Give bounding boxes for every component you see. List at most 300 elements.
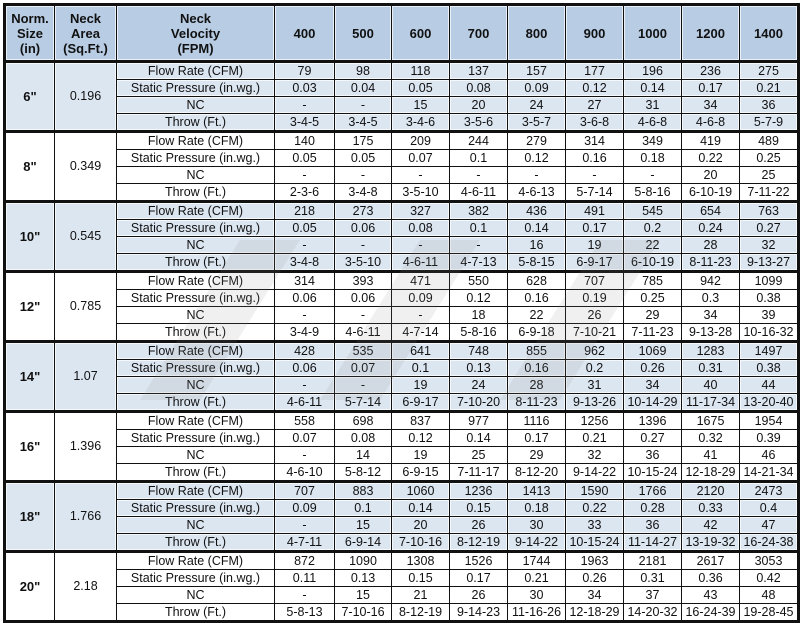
header-velocity: Neck Velocity (FPM) <box>117 5 275 62</box>
size-cell: 12" <box>5 272 55 342</box>
value-cell: 1116 <box>508 412 566 430</box>
value-cell: 1590 <box>566 482 624 500</box>
value-cell: 26 <box>450 587 508 604</box>
table-row-throw <box>5 394 799 412</box>
row-label: Flow Rate (CFM) <box>117 482 275 500</box>
value-cell: 7-11-23 <box>624 324 682 342</box>
value-cell: 977 <box>450 412 508 430</box>
value-cell: 5-7-9 <box>740 114 799 132</box>
value-cell: 32 <box>566 447 624 464</box>
value-cell: 4-7-13 <box>450 254 508 272</box>
value-cell: 707 <box>566 272 624 290</box>
value-cell: 3-4-8 <box>275 254 335 272</box>
value-cell: 24 <box>450 377 508 394</box>
row-label: Static Pressure (in.wg.) <box>117 220 275 237</box>
row-label: NC <box>117 307 275 324</box>
value-cell: 29 <box>508 447 566 464</box>
value-cell: - <box>450 167 508 184</box>
value-cell: 0.38 <box>740 290 799 307</box>
value-cell: 545 <box>624 202 682 220</box>
value-cell: 7-10-20 <box>450 394 508 412</box>
value-cell: 47 <box>740 517 799 534</box>
value-cell: 36 <box>624 517 682 534</box>
value-cell: - <box>275 377 335 394</box>
row-label: Throw (Ft.) <box>117 534 275 552</box>
value-cell: 44 <box>740 377 799 394</box>
table-row-static-pressure <box>5 570 799 587</box>
value-cell: 79 <box>275 62 335 80</box>
value-cell: 0.26 <box>624 360 682 377</box>
value-cell: 19 <box>392 447 450 464</box>
value-cell: 707 <box>275 482 335 500</box>
value-cell: 0.06 <box>275 290 335 307</box>
value-cell: 30 <box>508 587 566 604</box>
value-cell: 428 <box>275 342 335 360</box>
value-cell: 628 <box>508 272 566 290</box>
table-row-static-pressure <box>5 290 799 307</box>
value-cell: 40 <box>682 377 740 394</box>
row-label: Throw (Ft.) <box>117 184 275 202</box>
value-cell: 9-13-26 <box>566 394 624 412</box>
value-cell: 15 <box>335 587 392 604</box>
value-cell: 1256 <box>566 412 624 430</box>
value-cell: 1308 <box>392 552 450 570</box>
value-cell: 763 <box>740 202 799 220</box>
value-cell: 393 <box>335 272 392 290</box>
value-cell: 3-4-8 <box>335 184 392 202</box>
value-cell: 0.15 <box>392 570 450 587</box>
value-cell: 0.12 <box>566 80 624 97</box>
value-cell: 0.39 <box>740 430 799 447</box>
row-label: Throw (Ft.) <box>117 464 275 482</box>
value-cell: 10-15-24 <box>566 534 624 552</box>
table-row-throw <box>5 254 799 272</box>
value-cell: 4-6-11 <box>392 254 450 272</box>
row-label: NC <box>117 167 275 184</box>
value-cell: 5-8-16 <box>450 324 508 342</box>
value-cell: 0.1 <box>450 220 508 237</box>
value-cell: 4-7-14 <box>392 324 450 342</box>
value-cell: 19 <box>566 237 624 254</box>
value-cell: 7-10-16 <box>392 534 450 552</box>
value-cell: 0.09 <box>275 500 335 517</box>
value-cell: 3053 <box>740 552 799 570</box>
value-cell: 9-14-23 <box>450 604 508 622</box>
value-cell: 550 <box>450 272 508 290</box>
value-cell: 0.14 <box>392 500 450 517</box>
table-row-flow-rate <box>5 202 799 220</box>
value-cell: 244 <box>450 132 508 150</box>
value-cell: 8-11-23 <box>682 254 740 272</box>
value-cell: - <box>392 307 450 324</box>
size-cell: 10" <box>5 202 55 272</box>
table-row-static-pressure <box>5 500 799 517</box>
table-row-flow-rate <box>5 482 799 500</box>
table-row-throw <box>5 604 799 622</box>
value-cell: 6-9-18 <box>508 324 566 342</box>
table-row-nc <box>5 167 799 184</box>
value-cell: 209 <box>392 132 450 150</box>
value-cell: 4-6-10 <box>275 464 335 482</box>
value-cell: 0.05 <box>275 150 335 167</box>
header-area: Neck Area (Sq.Ft.) <box>55 5 117 62</box>
value-cell: 2120 <box>682 482 740 500</box>
value-cell: 0.22 <box>566 500 624 517</box>
value-cell: 34 <box>624 377 682 394</box>
area-cell: 1.396 <box>55 412 117 482</box>
value-cell: 9-13-27 <box>740 254 799 272</box>
value-cell: 419 <box>682 132 740 150</box>
value-cell: 31 <box>566 377 624 394</box>
value-cell: 349 <box>624 132 682 150</box>
value-cell: 9-13-28 <box>682 324 740 342</box>
value-cell: 1069 <box>624 342 682 360</box>
row-label: Flow Rate (CFM) <box>117 132 275 150</box>
value-cell: 0.13 <box>450 360 508 377</box>
value-cell: 962 <box>566 342 624 360</box>
value-cell: 0.36 <box>682 570 740 587</box>
value-cell: 46 <box>740 447 799 464</box>
value-cell: 7-11-17 <box>450 464 508 482</box>
value-cell: 34 <box>682 307 740 324</box>
value-cell: 48 <box>740 587 799 604</box>
value-cell: 25 <box>450 447 508 464</box>
value-cell: 14-20-32 <box>624 604 682 622</box>
value-cell: 10-16-32 <box>740 324 799 342</box>
row-label: Throw (Ft.) <box>117 254 275 272</box>
value-cell: 0.14 <box>508 220 566 237</box>
value-cell: 0.27 <box>740 220 799 237</box>
area-cell: 1.07 <box>55 342 117 412</box>
value-cell: 6-9-17 <box>566 254 624 272</box>
row-label: Flow Rate (CFM) <box>117 412 275 430</box>
size-cell: 8" <box>5 132 55 202</box>
value-cell: 15 <box>335 517 392 534</box>
area-cell: 0.349 <box>55 132 117 202</box>
value-cell: 20 <box>450 97 508 114</box>
table-row-static-pressure <box>5 220 799 237</box>
value-cell: 34 <box>566 587 624 604</box>
row-label: Flow Rate (CFM) <box>117 342 275 360</box>
value-cell: 13-20-40 <box>740 394 799 412</box>
value-cell: 28 <box>682 237 740 254</box>
size-cell: 6" <box>5 62 55 132</box>
value-cell: 5-8-12 <box>335 464 392 482</box>
value-cell: 0.07 <box>392 150 450 167</box>
value-cell: 0.33 <box>682 500 740 517</box>
value-cell: 0.21 <box>740 80 799 97</box>
value-cell: 26 <box>450 517 508 534</box>
table-row-flow-rate <box>5 552 799 570</box>
value-cell: - <box>450 237 508 254</box>
area-cell: 0.785 <box>55 272 117 342</box>
value-cell: 2617 <box>682 552 740 570</box>
value-cell: 8-12-19 <box>450 534 508 552</box>
value-cell: 11-14-27 <box>624 534 682 552</box>
value-cell: 196 <box>624 62 682 80</box>
value-cell: 5-8-16 <box>624 184 682 202</box>
value-cell: - <box>335 237 392 254</box>
value-cell: 30 <box>508 517 566 534</box>
row-label: Static Pressure (in.wg.) <box>117 360 275 377</box>
value-cell: 1413 <box>508 482 566 500</box>
size-block-12in <box>5 272 799 342</box>
value-cell: 7-11-22 <box>740 184 799 202</box>
value-cell: 24 <box>508 97 566 114</box>
value-cell: 15 <box>392 97 450 114</box>
value-cell: 837 <box>392 412 450 430</box>
value-cell: 327 <box>392 202 450 220</box>
value-cell: 872 <box>275 552 335 570</box>
value-cell: 4-6-11 <box>450 184 508 202</box>
value-cell: 3-5-10 <box>335 254 392 272</box>
value-cell: 0.07 <box>335 360 392 377</box>
performance-table <box>3 3 800 623</box>
table-row-flow-rate <box>5 62 799 80</box>
value-cell: 0.2 <box>624 220 682 237</box>
value-cell: 14-21-34 <box>740 464 799 482</box>
value-cell: 698 <box>335 412 392 430</box>
value-cell: 0.17 <box>450 570 508 587</box>
value-cell: 0.42 <box>740 570 799 587</box>
value-cell: 1766 <box>624 482 682 500</box>
value-cell: 8-12-19 <box>392 604 450 622</box>
header-row <box>5 5 799 62</box>
value-cell: 0.05 <box>335 150 392 167</box>
value-cell: 0.32 <box>682 430 740 447</box>
value-cell: 748 <box>450 342 508 360</box>
value-cell: 314 <box>275 272 335 290</box>
value-cell: - <box>275 517 335 534</box>
value-cell: 382 <box>450 202 508 220</box>
value-cell: 1090 <box>335 552 392 570</box>
value-cell: 10-14-29 <box>624 394 682 412</box>
value-cell: - <box>335 97 392 114</box>
value-cell: 9-14-22 <box>566 464 624 482</box>
value-cell: 9-14-22 <box>508 534 566 552</box>
value-cell: 0.25 <box>624 290 682 307</box>
value-cell: 39 <box>740 307 799 324</box>
value-cell: 16 <box>508 237 566 254</box>
value-cell: - <box>275 97 335 114</box>
value-cell: 0.24 <box>682 220 740 237</box>
value-cell: 279 <box>508 132 566 150</box>
value-cell: 0.08 <box>335 430 392 447</box>
value-cell: 0.31 <box>682 360 740 377</box>
table-row-flow-rate <box>5 412 799 430</box>
value-cell: 314 <box>566 132 624 150</box>
size-block-8in <box>5 132 799 202</box>
value-cell: - <box>392 237 450 254</box>
value-cell: 0.21 <box>508 570 566 587</box>
value-cell: 535 <box>335 342 392 360</box>
table-row-nc <box>5 307 799 324</box>
value-cell: - <box>392 167 450 184</box>
value-cell: 26 <box>566 307 624 324</box>
table-row-throw <box>5 534 799 552</box>
value-cell: 0.13 <box>335 570 392 587</box>
table-row-nc <box>5 517 799 534</box>
table-row-throw <box>5 324 799 342</box>
value-cell: 3-4-9 <box>275 324 335 342</box>
header-velocity-1400: 1400 <box>740 5 799 62</box>
value-cell: 5-7-14 <box>335 394 392 412</box>
value-cell: - <box>335 167 392 184</box>
value-cell: 1526 <box>450 552 508 570</box>
value-cell: 6-10-19 <box>682 184 740 202</box>
value-cell: 2473 <box>740 482 799 500</box>
value-cell: 137 <box>450 62 508 80</box>
value-cell: 177 <box>566 62 624 80</box>
row-label: Static Pressure (in.wg.) <box>117 570 275 587</box>
value-cell: 4-6-13 <box>508 184 566 202</box>
value-cell: 18 <box>450 307 508 324</box>
value-cell: 19 <box>392 377 450 394</box>
size-block-16in <box>5 412 799 482</box>
value-cell: 6-10-19 <box>624 254 682 272</box>
header-velocity-400: 400 <box>275 5 335 62</box>
size-cell: 14" <box>5 342 55 412</box>
value-cell: 5-8-13 <box>275 604 335 622</box>
value-cell: 0.09 <box>392 290 450 307</box>
value-cell: 0.3 <box>682 290 740 307</box>
value-cell: 0.16 <box>566 150 624 167</box>
table-row-flow-rate <box>5 342 799 360</box>
value-cell: 1497 <box>740 342 799 360</box>
value-cell: 1954 <box>740 412 799 430</box>
row-label: Flow Rate (CFM) <box>117 202 275 220</box>
value-cell: 34 <box>682 97 740 114</box>
value-cell: 0.12 <box>392 430 450 447</box>
value-cell: 489 <box>740 132 799 150</box>
value-cell: 3-5-7 <box>508 114 566 132</box>
value-cell: 0.06 <box>275 360 335 377</box>
value-cell: 25 <box>740 167 799 184</box>
row-label: Flow Rate (CFM) <box>117 272 275 290</box>
table-row-throw <box>5 114 799 132</box>
value-cell: 0.17 <box>508 430 566 447</box>
value-cell: 22 <box>624 237 682 254</box>
value-cell: 5-7-14 <box>566 184 624 202</box>
value-cell: 12-18-29 <box>682 464 740 482</box>
value-cell: 4-6-8 <box>682 114 740 132</box>
value-cell: 0.25 <box>740 150 799 167</box>
value-cell: 436 <box>508 202 566 220</box>
row-label: NC <box>117 587 275 604</box>
value-cell: 0.1 <box>450 150 508 167</box>
area-cell: 0.196 <box>55 62 117 132</box>
value-cell: 175 <box>335 132 392 150</box>
value-cell: - <box>275 237 335 254</box>
table-row-nc <box>5 587 799 604</box>
row-label: Static Pressure (in.wg.) <box>117 150 275 167</box>
value-cell: 1236 <box>450 482 508 500</box>
table-row-nc <box>5 447 799 464</box>
size-block-20in <box>5 552 799 622</box>
value-cell: 43 <box>682 587 740 604</box>
value-cell: 218 <box>275 202 335 220</box>
row-label: Static Pressure (in.wg.) <box>117 80 275 97</box>
row-label: NC <box>117 517 275 534</box>
value-cell: - <box>275 307 335 324</box>
area-cell: 2.18 <box>55 552 117 622</box>
value-cell: 140 <box>275 132 335 150</box>
value-cell: 785 <box>624 272 682 290</box>
value-cell: 1099 <box>740 272 799 290</box>
value-cell: 0.31 <box>624 570 682 587</box>
table-row-static-pressure <box>5 150 799 167</box>
value-cell: 4-7-11 <box>275 534 335 552</box>
value-cell: 16-24-38 <box>740 534 799 552</box>
value-cell: 8-12-20 <box>508 464 566 482</box>
value-cell: 0.28 <box>624 500 682 517</box>
table-row-flow-rate <box>5 132 799 150</box>
value-cell: 157 <box>508 62 566 80</box>
value-cell: 275 <box>740 62 799 80</box>
value-cell: 0.08 <box>392 220 450 237</box>
value-cell: 0.11 <box>275 570 335 587</box>
value-cell: 22 <box>508 307 566 324</box>
header-velocity-900: 900 <box>566 5 624 62</box>
value-cell: 641 <box>392 342 450 360</box>
value-cell: 28 <box>508 377 566 394</box>
value-cell: 0.16 <box>508 360 566 377</box>
value-cell: 29 <box>624 307 682 324</box>
row-label: Throw (Ft.) <box>117 394 275 412</box>
value-cell: 0.14 <box>624 80 682 97</box>
value-cell: 8-11-23 <box>508 394 566 412</box>
row-label: NC <box>117 377 275 394</box>
value-cell: 942 <box>682 272 740 290</box>
row-label: Throw (Ft.) <box>117 604 275 622</box>
value-cell: 0.18 <box>508 500 566 517</box>
row-label: Static Pressure (in.wg.) <box>117 430 275 447</box>
table-row-nc <box>5 97 799 114</box>
value-cell: 12-18-29 <box>566 604 624 622</box>
value-cell: 3-4-5 <box>275 114 335 132</box>
value-cell: - <box>275 167 335 184</box>
table-row-static-pressure <box>5 80 799 97</box>
value-cell: 0.1 <box>335 500 392 517</box>
value-cell: 6-9-17 <box>392 394 450 412</box>
value-cell: 883 <box>335 482 392 500</box>
area-cell: 0.545 <box>55 202 117 272</box>
header-size: Norm. Size (in) <box>5 5 55 62</box>
value-cell: 4-6-11 <box>335 324 392 342</box>
value-cell: 0.21 <box>566 430 624 447</box>
value-cell: 0.05 <box>275 220 335 237</box>
value-cell: 4-6-8 <box>624 114 682 132</box>
table-row-throw <box>5 184 799 202</box>
value-cell: 0.08 <box>450 80 508 97</box>
value-cell: - <box>566 167 624 184</box>
row-label: Static Pressure (in.wg.) <box>117 500 275 517</box>
value-cell: - <box>508 167 566 184</box>
value-cell: 0.2 <box>566 360 624 377</box>
size-cell: 20" <box>5 552 55 622</box>
value-cell: 3-4-5 <box>335 114 392 132</box>
value-cell: 6-9-15 <box>392 464 450 482</box>
value-cell: 0.22 <box>682 150 740 167</box>
value-cell: 20 <box>682 167 740 184</box>
value-cell: 27 <box>566 97 624 114</box>
value-cell: 118 <box>392 62 450 80</box>
value-cell: 0.14 <box>450 430 508 447</box>
value-cell: 1963 <box>566 552 624 570</box>
row-label: NC <box>117 237 275 254</box>
table-row-nc <box>5 377 799 394</box>
value-cell: 5-8-15 <box>508 254 566 272</box>
